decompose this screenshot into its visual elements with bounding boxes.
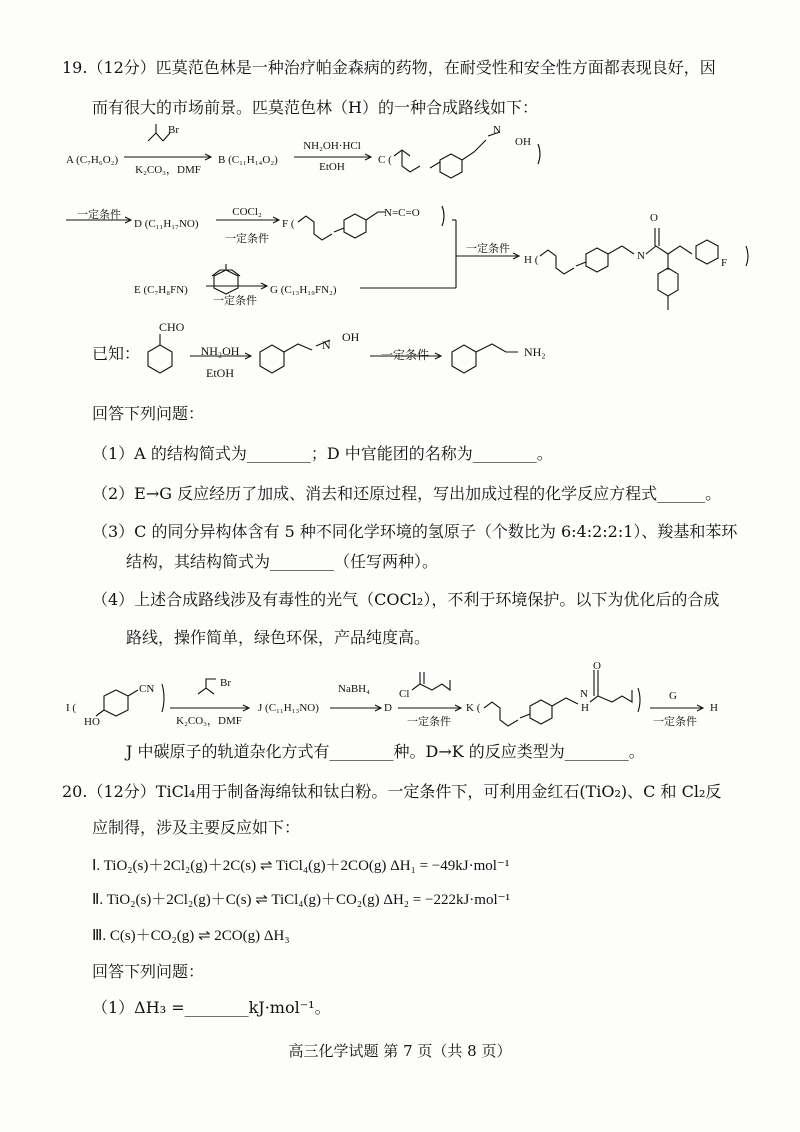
oxime-n-label: N: [493, 124, 501, 136]
k-o: O: [593, 660, 601, 672]
q19-sub3-line1: （3）C 的同分异构体含有 5 种不同化学环境的氢原子（个数比为 6:4:2:2:1）、羧基和苯环: [92, 522, 738, 541]
cond-d-k: 一定条件: [407, 716, 451, 728]
known-oxime-ring: [260, 345, 284, 373]
compound-k: K (: [466, 702, 481, 714]
known-cond: 一定条件: [380, 348, 429, 362]
compound-i: I (: [66, 702, 77, 714]
known-benzaldehyde-ring: [148, 345, 172, 373]
compound-a: A (C₇H₆O₂): [66, 154, 119, 166]
k-h: H: [581, 702, 589, 714]
compound-e: E (C₇H₈FN): [134, 284, 188, 296]
i-reagent-br: Br: [220, 677, 231, 689]
known-cho: CHO: [159, 320, 185, 334]
chloroformate-skeleton: [412, 672, 450, 690]
h-amide-nh: N: [637, 250, 645, 262]
compound-c: C (: [378, 154, 392, 166]
known-benzylamine-ring: [452, 345, 476, 373]
cond-i-j: K₂CO₃，DMF: [176, 715, 242, 727]
i-cn: CN: [139, 683, 155, 695]
k-n: N: [580, 688, 588, 700]
cond-c-d: 一定条件: [77, 209, 121, 221]
h-carbonyl-o: O: [650, 212, 658, 224]
known-reagent: NH₂OH: [200, 344, 240, 358]
k-benzene-ring: [530, 700, 552, 724]
i-reagent-skeleton: [198, 679, 216, 694]
known-oh: OH: [342, 330, 360, 344]
known-nh2: NH₂: [524, 345, 546, 359]
oxime-oh-label: OH: [515, 136, 531, 148]
q19-intro-line1: 19.（12分）匹莫范色林是一种治疗帕金森病的药物，在耐受性和安全性方面都表现良好，因: [62, 58, 716, 77]
q19-sub1: （1）A 的结构简式为________；D 中官能团的名称为________。: [92, 444, 553, 463]
cond-d-f: 一定条件: [225, 233, 269, 245]
reagent-d-f: COCl₂: [232, 206, 262, 218]
h-benzene-ring-1: [586, 248, 608, 272]
reagent-k-h: G: [669, 690, 677, 702]
page-footer: 高三化学试题 第 7 页（共 8 页）: [288, 1042, 512, 1060]
reaction-1: Ⅰ. TiO₂(s)＋2Cl₂(g)＋2C(s) ⇌ TiCl₄(g)＋2CO(g) ΔH₁ = −49kJ·mol⁻¹: [92, 858, 510, 874]
i-ho: HO: [84, 716, 100, 728]
c-isobutyl: [394, 150, 420, 172]
known-solvent: EtOH: [206, 366, 234, 380]
q19-intro-line2: 而有很大的市场前景。匹莫范色林（H）的一种合成路线如下：: [92, 98, 538, 117]
q19-sub2: （2）E→G 反应经历了加成、消去和还原过程，写出加成过程的化学反应方程式______。: [92, 484, 722, 503]
isocyanate-label: N=C=O: [384, 207, 420, 219]
reagent-j-d: NaBH₄: [338, 683, 370, 695]
c-benzene-ring: [440, 154, 462, 178]
k-isobutyl: [484, 702, 518, 726]
cond-a-b: K₂CO₃，DMF: [135, 164, 201, 176]
reagent-b-c: NH₂OH·HCl: [303, 140, 361, 152]
cond-e-g: 一定条件: [213, 295, 257, 307]
h-fluorine: F: [721, 257, 728, 269]
q19-sub4-line1: （4）上述合成路线涉及有毒性的光气（COCl₂），不利于环境保护。以下为优化后的合成: [92, 590, 720, 609]
h-isobutyl: [540, 250, 574, 274]
route2-h: H: [710, 702, 718, 714]
cond-b-c: EtOH: [319, 161, 345, 173]
h-piperidine-ring: [658, 268, 678, 296]
cond-k-h: 一定条件: [653, 716, 697, 728]
reagent-bromide: Br: [168, 124, 179, 136]
q19-sub4-line2: 路线，操作简单，绿色环保，产品纯度高。: [126, 628, 431, 647]
h-benzene-ring-2: [696, 240, 718, 264]
compound-b: B (C₁₁H₁₄O₂): [218, 154, 278, 166]
compound-g: G (C₁₃H₁₉FN₂): [270, 284, 337, 296]
compound-j: J (C₁₁H₁₃NO): [258, 702, 319, 714]
route2-d: D: [384, 702, 392, 714]
reaction-2: Ⅱ. TiO₂(s)＋2Cl₂(g)＋C(s) ⇌ TiCl₄(g)＋CO₂(g) ΔH₂ = −222kJ·mol⁻¹: [92, 892, 511, 908]
q20-intro-line1: 20.（12分）TiCl₄用于制备海绵钛和钛白粉。一定条件下，可利用金红石(TiO₂)、C 和 Cl₂反: [62, 782, 722, 801]
compound-d: D (C₁₁H₁₇NO): [134, 218, 199, 230]
chloroformate-cl: Cl: [399, 688, 410, 700]
f-isobutyl: [298, 216, 332, 240]
f-benzene-ring: [344, 214, 366, 238]
i-benzene-ring: [104, 690, 128, 716]
q19-sub4-line3: J 中碳原子的轨道杂化方式有________种。D→K 的反应类型为________。: [126, 742, 645, 761]
reaction-3: Ⅲ. C(s)＋CO₂(g) ⇌ 2CO(g) ΔH₃: [92, 928, 290, 944]
known-label: 已知：: [92, 344, 141, 363]
q20-intro-line2: 应制得，涉及主要反应如下：: [92, 818, 301, 837]
q19-sub3-line2: 结构，其结构简式为________（任写两种）。: [126, 552, 439, 571]
isobutyl-bromide-skeleton: [148, 124, 170, 141]
compound-h: H (: [524, 254, 539, 266]
compound-f: F (: [282, 218, 295, 230]
known-n: N: [322, 338, 331, 352]
q19-questions-intro: 回答下列问题：: [92, 404, 205, 423]
cond-f-h: 一定条件: [466, 243, 510, 255]
q20-questions-intro: 回答下列问题：: [92, 962, 205, 981]
q20-sub1: （1）ΔH₃ =________kJ·mol⁻¹。: [92, 998, 331, 1017]
